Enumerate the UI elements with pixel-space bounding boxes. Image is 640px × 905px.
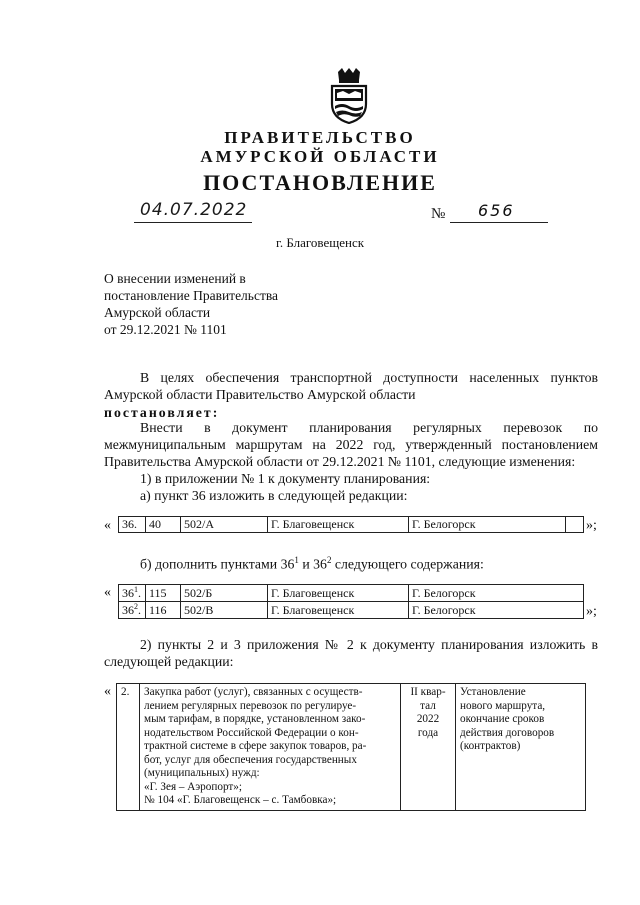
superscript: 2: [326, 555, 332, 565]
text-part: б) дополнить пунктами 36: [140, 556, 295, 572]
date-underline: [134, 222, 252, 223]
document-number: 656: [478, 201, 515, 220]
coat-of-arms-emblem: [328, 68, 370, 124]
text-part: следующего содержания:: [331, 556, 484, 572]
table-cell: [119, 602, 146, 619]
table-cell: 502/А: [181, 517, 268, 533]
cell-number: 36: [122, 603, 134, 617]
result-line: окончание сроков: [460, 713, 545, 725]
document-subject: [104, 270, 364, 338]
paragraph-item2: 2) пункты 2 и 3 приложения № 2 к документу планирования изложить в следующей редакции:: [104, 637, 598, 669]
table-cell-period: [401, 684, 456, 811]
planning-measures-table: [116, 683, 586, 811]
open-quote: «: [104, 518, 111, 533]
result-line: действия договоров: [460, 726, 555, 739]
result-line: нового маршрута,: [460, 699, 546, 712]
paragraph-main: Внести в документ планирования регулярных перевозок по межмуниципальным маршрутам на 2022 год, утвержденный постановлением Правительства Амурской области от 29.12.2021 № 1101, следующие изменения:: [104, 420, 598, 469]
table-cell: [119, 585, 146, 602]
table-cell: Г. Благовещенск: [268, 517, 409, 533]
description-line: № 104 «Г. Благовещенск – с. Тамбовка»;: [144, 794, 337, 806]
cell-number: 36: [122, 586, 134, 600]
route-table-36-additional: [118, 584, 584, 619]
table-cell-description: [140, 684, 401, 811]
open-quote: «: [104, 585, 111, 600]
description-line: (муниципальных) нужд:: [144, 767, 260, 779]
route-table-36: [118, 516, 584, 533]
description-line: бот, услуг для обеспечения государственных: [144, 753, 357, 766]
city-name: г. Благовещенск: [275, 235, 365, 250]
subject-line: от 29.12.2021 № 1101: [104, 322, 227, 337]
description-line: мым тарифам, в порядке, установленном зако-: [144, 713, 366, 725]
cell-dot: .: [138, 586, 141, 600]
superscript: 2: [134, 602, 138, 611]
paragraph-item1: 1) в приложении № 1 к документу планирования:: [140, 471, 431, 486]
table-row: [117, 684, 586, 811]
subject-line: О внесении изменений в: [104, 271, 246, 286]
superscript: 1: [134, 585, 138, 594]
open-quote: «: [104, 684, 111, 699]
subject-line: постановление Правительства: [104, 288, 279, 303]
superscript: 1: [294, 555, 299, 565]
table-cell: 2.: [117, 684, 140, 811]
table-cell: [566, 517, 584, 533]
number-underline: [450, 222, 548, 223]
table-cell: Г. Белогорск: [409, 585, 584, 602]
subject-line: Амурской области: [104, 305, 211, 320]
organization-name-line1: ПРАВИТЕЛЬСТВО: [224, 128, 416, 147]
intro-paragraph: В целях обеспечения транспортной доступности населенных пунктов Амурской области Правительство Амурской области: [104, 370, 598, 402]
table-cell: 115: [146, 585, 181, 602]
decrees-word: постановляет:: [104, 405, 220, 420]
table-cell: 502/Б: [181, 585, 268, 602]
result-line: Установление: [460, 686, 526, 698]
description-line: нодательством Российской Федерации о кон-: [144, 726, 359, 739]
table-cell: 40: [146, 517, 181, 533]
table-cell: Г. Благовещенск: [268, 602, 409, 619]
period-line: тал: [420, 699, 436, 712]
text-part: и 36: [298, 556, 327, 572]
table-cell: 502/В: [181, 602, 268, 619]
paragraph-item1b: [104, 552, 598, 573]
table-cell: Г. Белогорск: [409, 602, 584, 619]
table-cell-result: [456, 684, 586, 811]
close-quote: »;: [586, 518, 597, 533]
table-cell: Г. Благовещенск: [268, 585, 409, 602]
table-row: [119, 602, 584, 619]
result-line: (контрактов): [460, 740, 521, 752]
description-line: трактной системе в сфере закупок товаров, ра-: [144, 740, 367, 752]
description-line: Закупка работ (услуг), связанных с осуществ-: [144, 686, 363, 698]
table-row: [119, 585, 584, 602]
document-type-title: ПОСТАНОВЛЕНИЕ: [203, 170, 437, 195]
cell-dot: .: [138, 603, 141, 617]
table-cell: 116: [146, 602, 181, 619]
paragraph-item1a: а) пункт 36 изложить в следующей редакции:: [140, 488, 408, 503]
description-line: «Г. Зея – Аэропорт»;: [144, 780, 242, 793]
table-cell: Г. Белогорск: [409, 517, 566, 533]
period-line: года: [417, 726, 439, 739]
table-cell: 36.: [119, 517, 146, 533]
description-line: лением регулярных перевозок по регулируе-: [144, 699, 357, 712]
close-quote: »;: [586, 604, 597, 619]
document-date: 04.07.2022: [140, 200, 248, 220]
period-line: II квар-: [410, 686, 446, 698]
table-row: [119, 517, 584, 533]
organization-name-line2: АМУРСКОЙ ОБЛАСТИ: [200, 147, 440, 166]
period-line: 2022: [416, 713, 440, 725]
number-label: №: [431, 206, 446, 222]
